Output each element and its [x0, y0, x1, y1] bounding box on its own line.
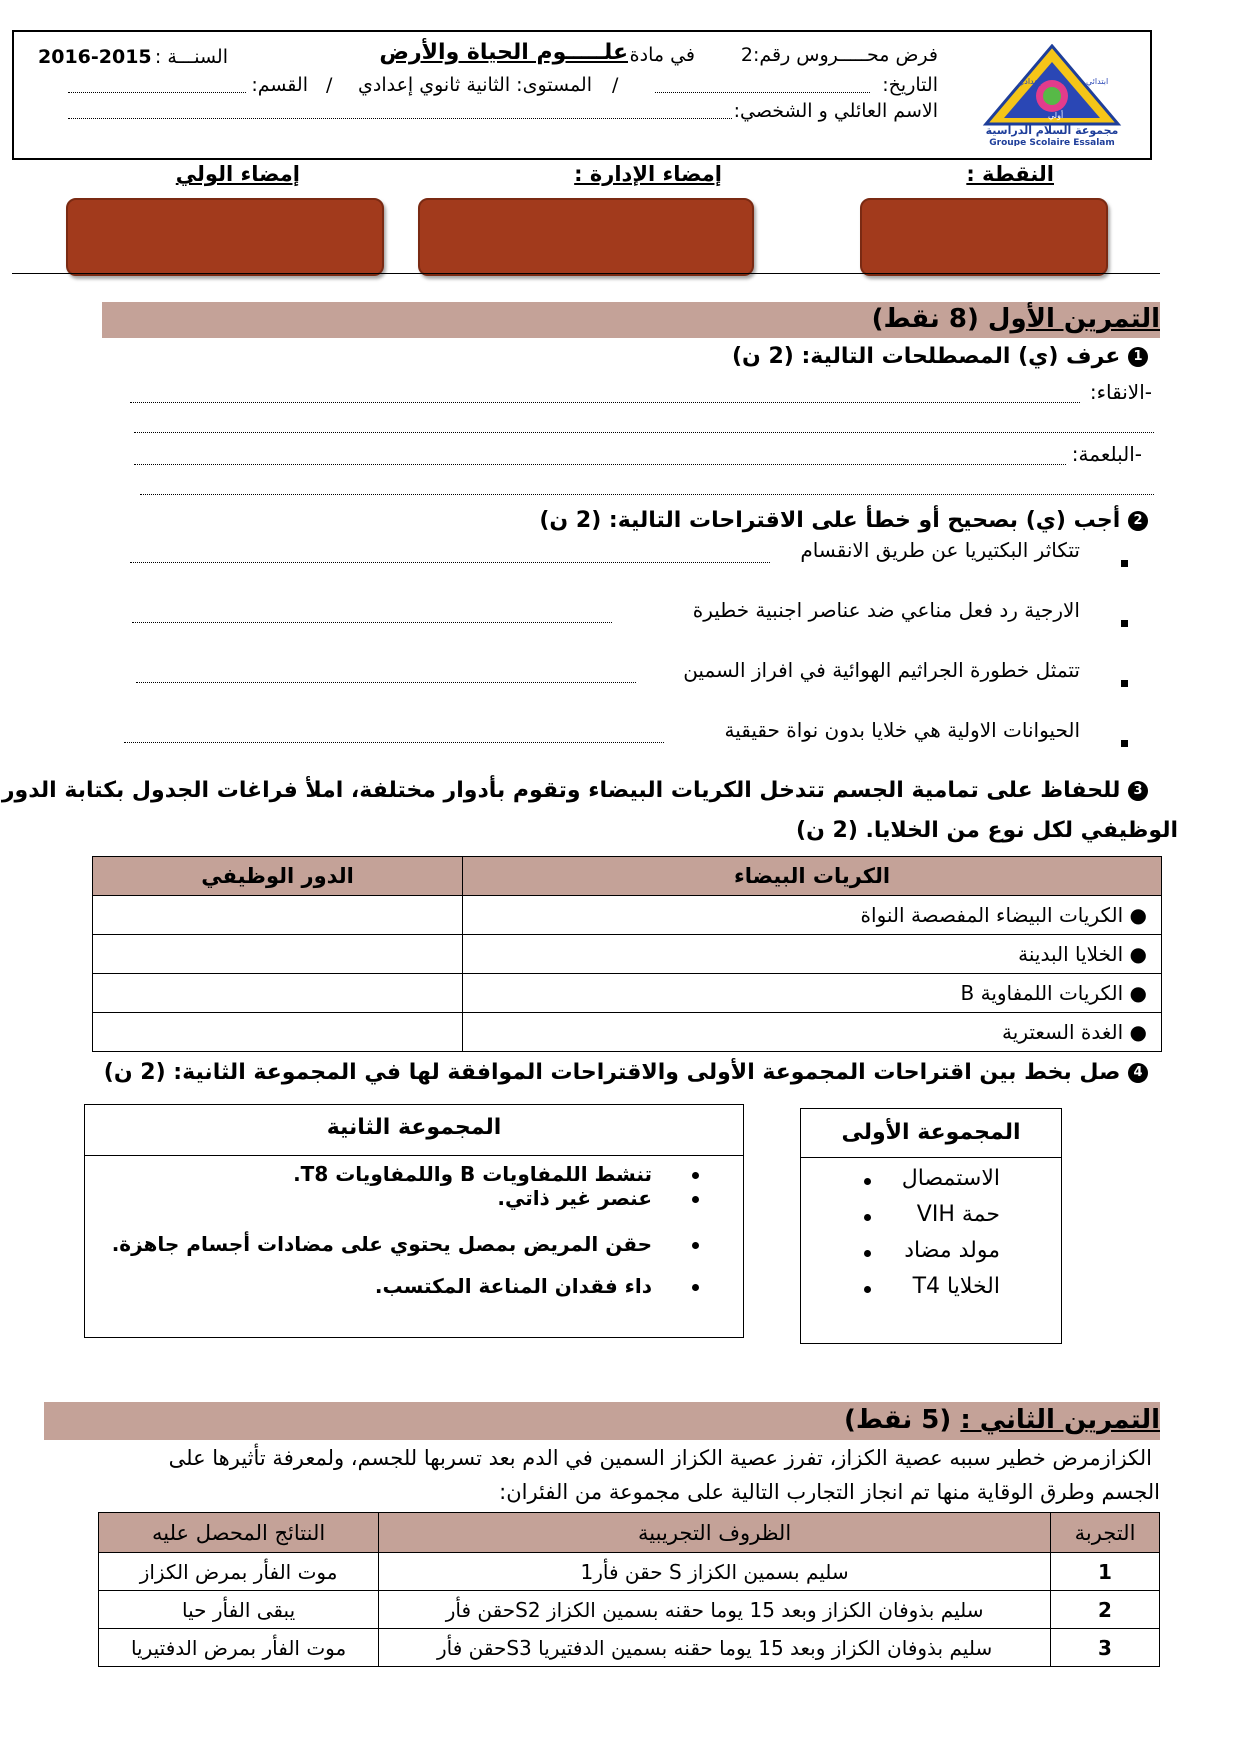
separator: /	[612, 74, 619, 96]
q3-table	[92, 856, 1162, 1052]
bullet-icon	[1121, 620, 1128, 627]
group2-title: المجموعة الثانية	[85, 1105, 743, 1156]
q2-item-text: تتكاثر البكتيريا عن طريق الانقسام	[800, 538, 1080, 562]
q3-prompt	[2, 778, 1148, 803]
result-cell: يبقى الفأر حيا	[99, 1591, 379, 1629]
experiment-number: 3	[1051, 1629, 1160, 1667]
subject-name: علـــــوم الحياة والأرض	[379, 40, 628, 65]
logo-tag: ابتدائي	[1086, 77, 1109, 86]
q3-role-input[interactable]	[93, 935, 463, 974]
table-row	[93, 1013, 1162, 1052]
bullet-icon	[1121, 560, 1128, 567]
q1-answer-line[interactable]	[140, 494, 1154, 495]
connect-point[interactable]	[692, 1196, 699, 1203]
connect-point[interactable]	[864, 1178, 871, 1185]
result-cell: موت الفأر بمرض الكزاز	[99, 1553, 379, 1591]
table-row	[93, 935, 1162, 974]
connect-point[interactable]	[692, 1172, 699, 1179]
admin-signature-box[interactable]	[418, 198, 754, 276]
table-row	[93, 896, 1162, 935]
q1-answer-line[interactable]	[134, 432, 1154, 433]
parent-signature-label: إمضاء الولي	[175, 162, 300, 186]
q2-number: 2	[1128, 511, 1148, 531]
grade-box[interactable]	[860, 198, 1108, 276]
q3-line1: للحفاظ على تمامية الجسم تتدخل الكريات البيضاء وتقوم بأدوار مختلفة، املأ فراغات الجدول بكتابة الدور	[1, 778, 1121, 803]
exercise2-title	[844, 1405, 1160, 1435]
connect-point[interactable]	[692, 1284, 699, 1291]
level-label: المستوى: الثانية ثانوي إعدادي	[358, 74, 592, 96]
name-field[interactable]	[68, 118, 732, 119]
group2-box	[84, 1104, 744, 1338]
group1-item: مولد مضاد	[904, 1238, 1000, 1263]
experiment-table	[98, 1512, 1160, 1667]
q3-role-input[interactable]	[93, 1013, 463, 1052]
col-conditions: الظروف التجريبية	[379, 1513, 1051, 1553]
col-experiment: التجربة	[1051, 1513, 1160, 1553]
q2-text: أجب (ي) بصحيح أو خطأ على الاقتراحات التالية: (2 ن)	[539, 508, 1121, 533]
conditions-cell: حقن فأرS3 سليم بذوفان الكزاز وبعد 15 يوما حقنه بسمين الدفتيريا	[379, 1629, 1051, 1667]
separator: /	[326, 74, 333, 96]
connect-point[interactable]	[864, 1214, 871, 1221]
q3-number: 3	[1128, 781, 1148, 801]
q3-role-input[interactable]	[93, 974, 463, 1013]
col-result: النتائج المحصل عليه	[99, 1513, 379, 1553]
q2-answer-line[interactable]	[132, 622, 612, 623]
q2-item-text: الحيوانات الاولية هي خلايا بدون نواة حقيقية	[724, 718, 1080, 742]
grade-label: النقطة :	[966, 162, 1054, 186]
group1-item: حمة VIH	[916, 1202, 1000, 1227]
bullet-icon	[1121, 740, 1128, 747]
connect-point[interactable]	[864, 1286, 871, 1293]
date-label: التاريخ:	[882, 74, 938, 96]
logo-text-fr: Groupe Scolaire Essalam	[989, 138, 1115, 146]
q2-item-text: تتمثل خطورة الجراثيم الهوائية في افراز السمين	[683, 658, 1080, 682]
table-row	[93, 974, 1162, 1013]
q3-cell-name: ● الكريات اللمفاوية B	[463, 974, 1162, 1013]
q3-role-input[interactable]	[93, 896, 463, 935]
connect-point[interactable]	[864, 1250, 871, 1257]
name-label: الاسم العائلي و الشخصي:	[733, 100, 938, 122]
q3-cell-text: الكريات اللمفاوية B	[960, 981, 1124, 1005]
q3-cell-name: ● الغدة السعترية	[463, 1013, 1162, 1052]
q2-item-text: الارجية رد فعل مناعي ضد عناصر اجنبية خطيرة	[692, 598, 1080, 622]
q2-answer-line[interactable]	[136, 682, 636, 683]
conditions-cell: حقن فأر1 S سليم بسمين الكزاز	[379, 1553, 1051, 1591]
divider	[12, 273, 1160, 274]
subject-label: في مادة	[629, 44, 695, 66]
group2-item: عنصر غير ذاتي.	[497, 1186, 652, 1210]
year-value: 2016-2015	[38, 46, 152, 68]
q1-prompt	[732, 344, 1148, 369]
date-field[interactable]	[655, 92, 870, 93]
q3-cell-text: الكريات البيضاء المفصصة النواة	[860, 903, 1124, 927]
group1-item: الخلايا T4	[912, 1274, 1000, 1299]
q3-cell-name: ● الكريات البيضاء المفصصة النواة	[463, 896, 1162, 935]
exercise2-title-text: التمرين الثاني :	[960, 1405, 1160, 1435]
q1-term: -الانقاء:	[1089, 380, 1152, 404]
school-logo	[968, 44, 1136, 146]
q1-number: 1	[1128, 347, 1148, 367]
table-row	[99, 1553, 1160, 1591]
conditions-cell: حقن فأرS2 سليم بذوفان الكزاز وبعد 15 يوما حقنه بسمين الكزاز	[379, 1591, 1051, 1629]
q3-cell-text: الخلايا البدينة	[1018, 942, 1124, 966]
parent-signature-box[interactable]	[66, 198, 384, 276]
class-field[interactable]	[68, 92, 246, 93]
q3-cell-text: الغدة السعترية	[1002, 1020, 1124, 1044]
exercise2-intro: الكزازمرض خطير سببه عصية الكزاز، تفرز عصية الكزاز السمين في الدم بعد تسربها للجسم، ولمعرفة تأثيرها على	[168, 1446, 1152, 1470]
group2-item: تنشط اللمفاويات B واللمفاويات T8.	[293, 1162, 652, 1186]
q3-col-cells: الكريات البيضاء	[463, 857, 1162, 896]
bullet-icon	[1121, 680, 1128, 687]
table-row	[99, 1591, 1160, 1629]
group2-item: داء فقدان المناعة المكتسب.	[374, 1274, 652, 1298]
q3-cell-name: ● الخلايا البدينة	[463, 935, 1162, 974]
q2-answer-line[interactable]	[130, 562, 770, 563]
table-row	[99, 1629, 1160, 1667]
group1-title: المجموعة الأولى	[801, 1109, 1061, 1158]
experiment-number: 1	[1051, 1553, 1160, 1591]
q4-prompt	[104, 1060, 1148, 1085]
exercise1-title-text: التمرين الأول	[987, 304, 1160, 334]
exercise2-intro: الجسم وطرق الوقاية منها تم انجاز التجارب التالية على مجموعة من الفئران:	[499, 1480, 1160, 1504]
experiment-number: 2	[1051, 1591, 1160, 1629]
result-cell: موت الفأر بمرض الدفتيريا	[99, 1629, 379, 1667]
q1-term: -البلعمة:	[1071, 442, 1142, 466]
q2-answer-line[interactable]	[124, 742, 664, 743]
group2-item: حقن المريض بمصل يحتوي على مضادات أجسام جاهزة.	[111, 1232, 652, 1256]
class-label: القسم:	[251, 74, 308, 96]
logo-tag: إعدادي	[1018, 77, 1042, 86]
q2-prompt	[539, 508, 1148, 533]
q1-answer-line[interactable]	[134, 464, 1066, 465]
year-label: السنـــة :	[154, 46, 228, 68]
exercise1-title	[872, 304, 1160, 334]
logo-text-ar: مجموعة السلام الدراسية	[985, 124, 1119, 137]
admin-signature-label: إمضاء الإدارة :	[574, 162, 722, 186]
exercise1-points: (8 نقط)	[871, 304, 979, 334]
exam-title: فرض محـــــروس رقم:2	[740, 44, 938, 66]
group1-item: الاستمصال	[901, 1166, 1000, 1191]
q4-number: 4	[1128, 1063, 1148, 1083]
q3-col-role: الدور الوظيفي	[93, 857, 463, 896]
logo-tag: أولي	[1048, 111, 1064, 120]
q1-text: عرف (ي) المصطلحات التالية: (2 ن)	[731, 344, 1121, 369]
connect-point[interactable]	[692, 1242, 699, 1249]
q3-line2: الوظيفي لكل نوع من الخلايا. (2 ن)	[796, 818, 1178, 843]
q1-answer-line[interactable]	[130, 402, 1080, 403]
q4-text: صل بخط بين اقتراحات المجموعة الأولى والاقتراحات الموافقة لها في المجموعة الثانية: (2 ن)	[103, 1060, 1121, 1085]
exercise2-points: (5 نقط)	[844, 1405, 952, 1435]
